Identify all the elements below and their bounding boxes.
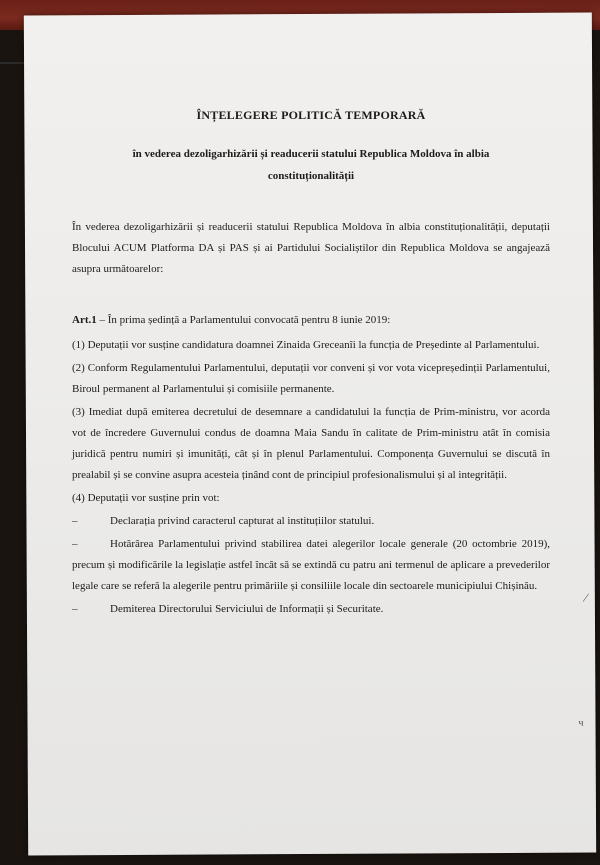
article-1-heading <box>72 310 550 331</box>
pen-mark: ⁄ <box>584 590 587 605</box>
item-4: (4) Deputații vor susține prin vot: <box>72 492 220 504</box>
intro-paragraph: În vederea dezoligarhizării și readucerii statului Republica Moldova în albia constituționalității, deputații Blocului ACUM Platforma DA și PAS și ai Partidului Socialiștilor din Republica Moldova se angajează asupra următoarelor: <box>72 221 550 275</box>
document-title: ÎNȚELEGERE POLITICĂ TEMPORARĂ <box>196 108 426 122</box>
item-2: (2) Conform Regulamentului Parlamentului, deputații vor conveni și vor vota vicepreședinții Parlamentului, Biroul permanent al Parlamentului și comisiile permanente. <box>72 362 550 395</box>
document-content <box>72 108 550 622</box>
subtitle-line-1: în vederea dezoligarhizării și readucerii statului Republica Moldova în albia <box>132 148 490 160</box>
bullet-3 <box>72 599 550 620</box>
bullet-2 <box>72 534 550 597</box>
article-text: – În prima ședință a Parlamentului convocată pentru 8 iunie 2019: <box>96 314 391 326</box>
item-1: (1) Deputații vor susține candidatura doamnei Zinaida Greceanîi la funcția de Președinte al Parlamentului. <box>72 339 540 351</box>
bullet-dash: – <box>72 515 78 527</box>
item-3: (3) Imediat după emiterea decretului de desemnare a candidatului la funcția de Prim-ministru, vor acorda vot de încredere Guvernului condus de doamna Maia Sandu în calitate de Prim-ministru atât în comisia juridică pentru numiri și imunități, cât și în plenul Parlamentului. Componența Guvernului se discută în prealabil și se convine asupra acesteia ținând cont de principiul profesionalismului și al integrității. <box>72 406 550 481</box>
pen-mark-2: ч <box>578 717 584 729</box>
bullet-dash: – <box>72 538 78 550</box>
bullet-text: Demiterea Directorului Serviciului de Informații și Securitate. <box>110 603 384 615</box>
edge-line <box>0 62 26 64</box>
article-label: Art.1 <box>72 314 97 326</box>
bullet-text: Declarația privind caracterul capturat al instituțiilor statului. <box>110 515 375 527</box>
bullet-1 <box>72 511 550 532</box>
subtitle-line-2: constituționalității <box>267 170 355 182</box>
document-subtitle <box>72 143 550 187</box>
bullet-dash: – <box>72 603 78 615</box>
bullet-text: Hotărârea Parlamentului privind stabilirea datei alegerilor locale generale (20 octombrie 2019), precum și modificările la legislație astfel încât să se extindă cu patru ani termenul de aplicare a prevederilor legale care se referă la alegerile pentru primăriile și consiliile locale din sectoarele municipiului Chișinău. <box>72 538 550 592</box>
